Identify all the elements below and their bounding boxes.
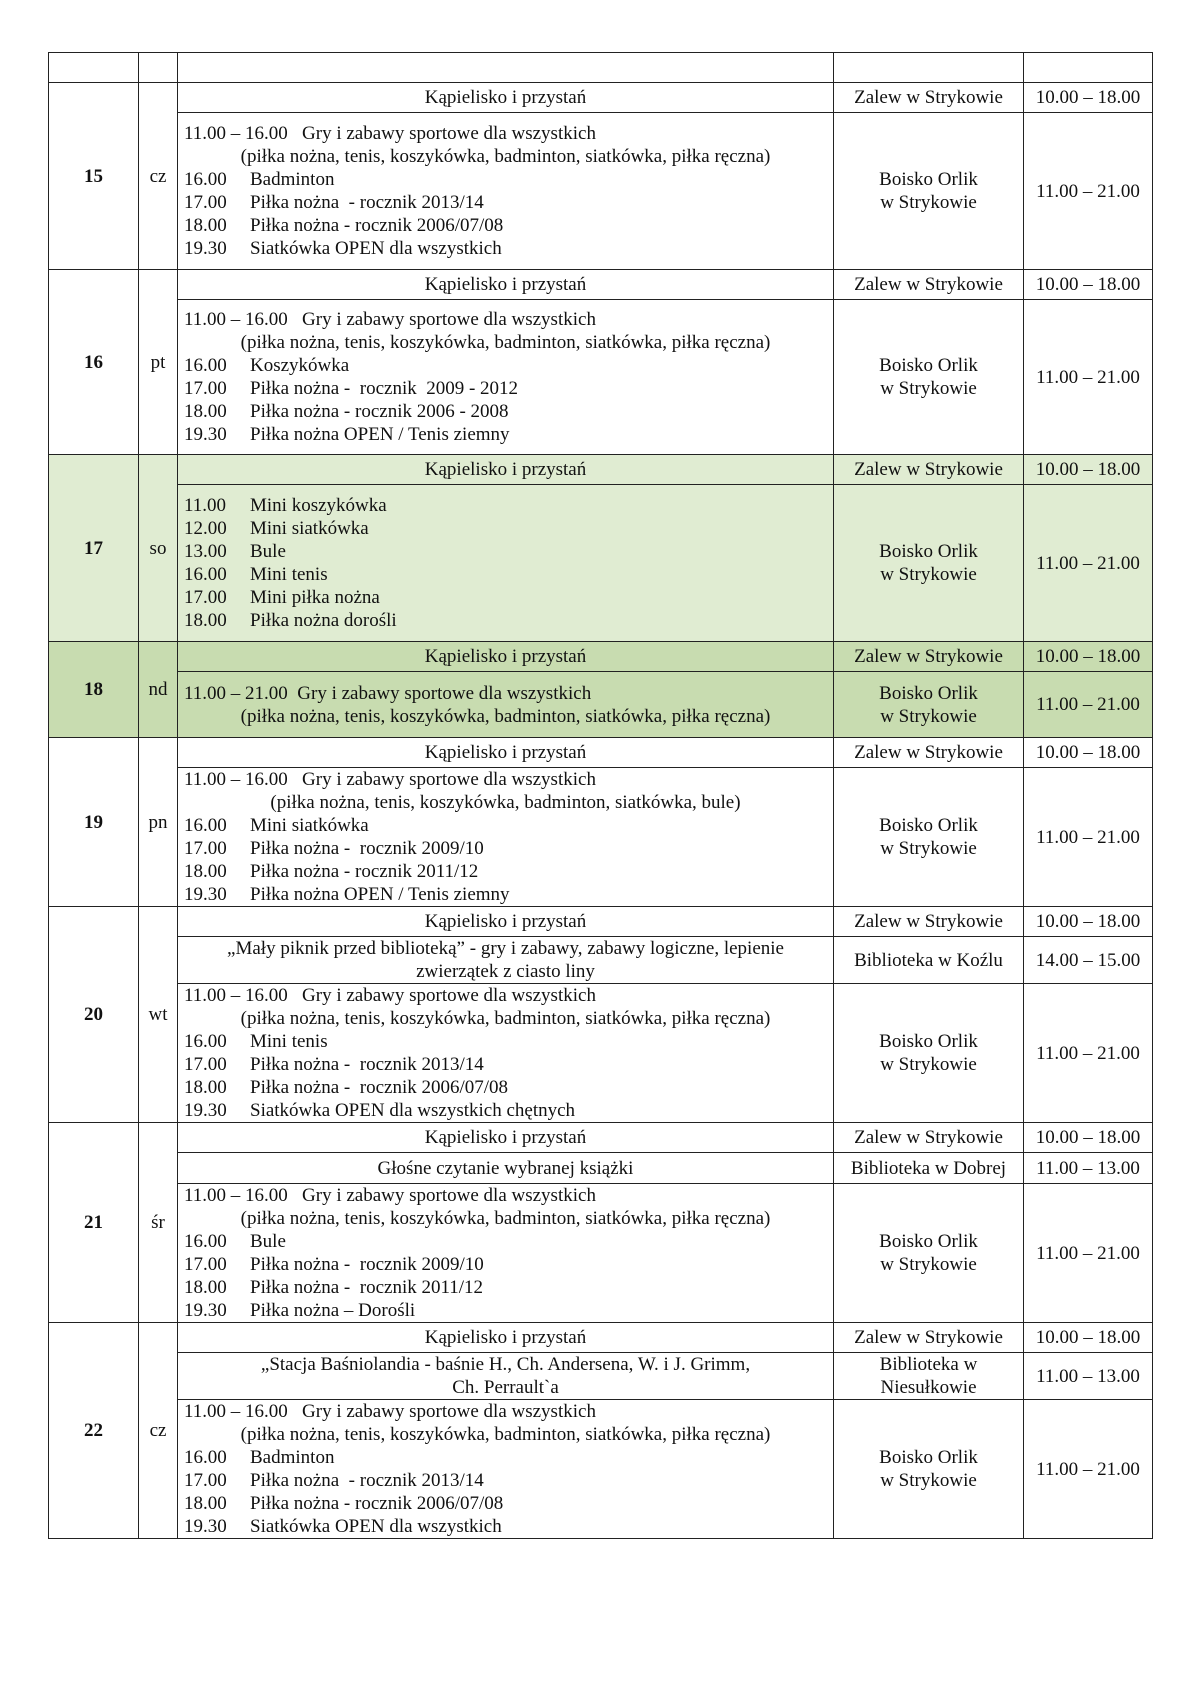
- weekday: wt: [139, 907, 178, 1123]
- schedule-row: [49, 270, 1153, 300]
- weekday: cz: [139, 1323, 178, 1539]
- schedule-row: [49, 768, 1153, 907]
- activity-description: Piłka nożna - rocznik 2006/07/08: [250, 1493, 504, 1514]
- schedule-row: [49, 937, 1153, 984]
- activity-time: 16.00: [184, 1231, 227, 1252]
- activity-heading: 11.00 – 16.00 Gry i zabawy sportowe dla wszystkich: [184, 123, 596, 144]
- activity-item: [184, 354, 827, 377]
- activity-description: Piłka nożna - rocznik 2009 - 2012: [250, 378, 519, 399]
- activity-time: 17.00: [184, 192, 227, 213]
- activity-time: 12.00: [184, 518, 227, 539]
- place-cell: [834, 53, 1024, 83]
- activity-item: [184, 400, 827, 423]
- activity-item: [184, 860, 827, 883]
- activity-time: 18.00: [184, 861, 227, 882]
- activity-item: [184, 814, 827, 837]
- activity-subheading: (piłka nożna, tenis, koszykówka, badminton, siatkówka, piłka ręczna): [240, 146, 771, 167]
- schedule-row: [49, 1184, 1153, 1323]
- activity-description: Piłka nożna - rocznik 2013/14: [250, 192, 484, 213]
- day-number: 16: [49, 270, 139, 455]
- place-line: Zalew w Strykowie: [854, 1127, 1003, 1148]
- activity-time: 19.30: [184, 1300, 227, 1321]
- activity-time: 18.00: [184, 215, 227, 236]
- activity-line: Kąpielisko i przystań: [424, 646, 587, 667]
- activity-item: [184, 494, 827, 517]
- activity-description: Mini siatkówka: [250, 815, 369, 836]
- activity-item: [184, 377, 827, 400]
- activity-cell: [178, 984, 834, 1123]
- schedule-row: [49, 83, 1153, 113]
- place-line: Zalew w Strykowie: [854, 646, 1003, 667]
- time-cell: 11.00 – 21.00: [1024, 768, 1153, 907]
- activity-item: [184, 1230, 827, 1253]
- place-line: Boisko Orlik: [879, 682, 978, 704]
- place-line: Boisko Orlik: [879, 815, 978, 836]
- activity-cell: [178, 1323, 834, 1353]
- place-line: Boisko Orlik: [879, 1447, 978, 1468]
- place-cell: [834, 937, 1024, 984]
- activity-item: [184, 1253, 827, 1276]
- activity-description: Piłka nożna dorośli: [250, 610, 397, 631]
- activity-description: Siatkówka OPEN dla wszystkich chętnych: [250, 1100, 576, 1121]
- activity-cell: [178, 83, 834, 113]
- activity-cell: [178, 672, 834, 738]
- activity-heading: 11.00 – 16.00 Gry i zabawy sportowe dla wszystkich: [184, 769, 596, 790]
- activity-description: Piłka nożna - rocznik 2011/12: [250, 1277, 484, 1298]
- place-cell: [834, 1323, 1024, 1353]
- place-line: Boisko Orlik: [879, 355, 978, 376]
- activity-description: Badminton: [250, 169, 335, 190]
- activity-cell: [178, 1153, 834, 1184]
- activity-description: Piłka nożna OPEN / Tenis ziemny: [250, 884, 510, 905]
- activity-heading: 11.00 – 16.00 Gry i zabawy sportowe dla wszystkich: [184, 309, 596, 330]
- time-cell: 10.00 – 18.00: [1024, 642, 1153, 672]
- activity-item: [184, 1299, 827, 1322]
- time-cell: 10.00 – 18.00: [1024, 83, 1153, 113]
- time-cell: 14.00 – 15.00: [1024, 937, 1153, 984]
- schedule-row: [49, 1153, 1153, 1184]
- time-cell: 10.00 – 18.00: [1024, 270, 1153, 300]
- place-cell: [834, 1400, 1024, 1539]
- activity-description: Mini koszykówka: [250, 495, 387, 516]
- activity-cell: [178, 485, 834, 642]
- place-line: Biblioteka w: [879, 1354, 978, 1375]
- day-number: [49, 53, 139, 83]
- activity-description: Piłka nożna OPEN / Tenis ziemny: [250, 424, 510, 445]
- weekday: so: [139, 455, 178, 642]
- day-number: 15: [49, 83, 139, 270]
- place-line: Zalew w Strykowie: [854, 911, 1003, 932]
- schedule-row: [49, 984, 1153, 1123]
- place-line: Boisko Orlik: [879, 541, 978, 562]
- place-cell: [834, 768, 1024, 907]
- activity-time: 16.00: [184, 1031, 227, 1052]
- activity-time: 16.00: [184, 169, 227, 190]
- activity-line: „Stacja Baśniolandia - baśnie H., Ch. Andersena, W. i J. Grimm,: [260, 1354, 751, 1375]
- place-cell: [834, 907, 1024, 937]
- schedule-row: [49, 907, 1153, 937]
- schedule-row: [49, 1323, 1153, 1353]
- activity-time: 19.30: [184, 424, 227, 445]
- place-line: Boisko Orlik: [879, 169, 978, 190]
- weekday: pt: [139, 270, 178, 455]
- activity-time: 16.00: [184, 1447, 227, 1468]
- activity-subheading: (piłka nożna, tenis, koszykówka, badminton, siatkówka, bule): [270, 792, 741, 813]
- time-cell: 11.00 – 21.00: [1024, 984, 1153, 1123]
- place-cell: [834, 485, 1024, 642]
- activity-item: [184, 168, 827, 191]
- time-cell: 11.00 – 21.00: [1024, 485, 1153, 642]
- activity-description: Mini piłka nożna: [250, 587, 380, 608]
- time-cell: 10.00 – 18.00: [1024, 1123, 1153, 1153]
- activity-cell: [178, 768, 834, 907]
- place-cell: [834, 1153, 1024, 1184]
- place-line: Zalew w Strykowie: [854, 459, 1003, 480]
- place-cell: [834, 300, 1024, 455]
- weekday: śr: [139, 1123, 178, 1323]
- activity-subheading: (piłka nożna, tenis, koszykówka, badminton, siatkówka, piłka ręczna): [240, 1008, 771, 1029]
- place-cell: [834, 1184, 1024, 1323]
- activity-time: 11.00: [184, 495, 227, 516]
- time-cell: 11.00 – 21.00: [1024, 300, 1153, 455]
- schedule-row: [49, 485, 1153, 642]
- schedule-row: [49, 113, 1153, 270]
- activity-time: 17.00: [184, 1254, 227, 1275]
- activity-item: [184, 563, 827, 586]
- activity-time: 18.00: [184, 610, 227, 631]
- activity-description: Piłka nożna - rocznik 2013/14: [250, 1470, 484, 1491]
- activity-time: 19.30: [184, 1100, 227, 1121]
- activity-cell: [178, 937, 834, 984]
- activity-description: Siatkówka OPEN dla wszystkich: [250, 1516, 502, 1537]
- activity-time: 18.00: [184, 401, 227, 422]
- time-cell: 11.00 – 21.00: [1024, 1184, 1153, 1323]
- schedule-table: [48, 52, 1153, 1539]
- time-cell: [1024, 53, 1153, 83]
- place-line: w Strykowie: [880, 1254, 977, 1275]
- place-cell: [834, 672, 1024, 738]
- place-line: Niesułkowie: [880, 1377, 977, 1398]
- day-number: 20: [49, 907, 139, 1123]
- activity-heading: 11.00 – 16.00 Gry i zabawy sportowe dla wszystkich: [184, 1185, 596, 1206]
- schedule-body: [49, 53, 1153, 1539]
- place-cell: [834, 642, 1024, 672]
- place-line: Boisko Orlik: [879, 1231, 978, 1252]
- activity-time: 17.00: [184, 838, 227, 859]
- activity-item: [184, 1515, 827, 1538]
- activity-time: 16.00: [184, 815, 227, 836]
- place-cell: [834, 83, 1024, 113]
- activity-description: Siatkówka OPEN dla wszystkich: [250, 238, 502, 259]
- activity-line: „Mały piknik przed biblioteką” - gry i zabawy, zabawy logiczne, lepienie: [227, 938, 784, 959]
- day-number: 19: [49, 738, 139, 907]
- place-line: Boisko Orlik: [879, 1031, 978, 1052]
- activity-description: Piłka nożna - rocznik 2006 - 2008: [250, 401, 509, 422]
- activity-heading: 11.00 – 16.00 Gry i zabawy sportowe dla wszystkich: [184, 985, 596, 1006]
- activity-time: 19.30: [184, 884, 227, 905]
- activity-description: Piłka nożna – Dorośli: [250, 1300, 416, 1321]
- activity-item: [184, 1492, 827, 1515]
- schedule-row: [49, 53, 1153, 83]
- time-cell: 10.00 – 18.00: [1024, 1323, 1153, 1353]
- activity-time: 16.00: [184, 564, 227, 585]
- place-cell: [834, 113, 1024, 270]
- activity-line: Kąpielisko i przystań: [424, 1327, 587, 1348]
- activity-description: Piłka nożna - rocznik 2009/10: [250, 838, 484, 859]
- activity-line: zwierzątek z ciasto liny: [416, 961, 595, 982]
- activity-line: Głośne czytanie wybranej książki: [377, 1157, 634, 1179]
- activity-cell: [178, 642, 834, 672]
- activity-time: 17.00: [184, 378, 227, 399]
- activity-cell: [178, 1123, 834, 1153]
- place-line: Biblioteka w Koźlu: [854, 949, 1003, 971]
- activity-description: Mini siatkówka: [250, 518, 369, 539]
- time-cell: 11.00 – 21.00: [1024, 1400, 1153, 1539]
- activity-description: Badminton: [250, 1447, 335, 1468]
- time-cell: 10.00 – 18.00: [1024, 907, 1153, 937]
- activity-time: 13.00: [184, 541, 227, 562]
- activity-description: Piłka nożna - rocznik 2009/10: [250, 1254, 484, 1275]
- day-number: 21: [49, 1123, 139, 1323]
- activity-line: Kąpielisko i przystań: [424, 87, 587, 108]
- place-line: Zalew w Strykowie: [854, 87, 1003, 108]
- activity-description: Piłka nożna - rocznik 2011/12: [250, 861, 479, 882]
- place-cell: [834, 455, 1024, 485]
- activity-line: Kąpielisko i przystań: [424, 459, 587, 480]
- schedule-row: [49, 1353, 1153, 1400]
- place-cell: [834, 1123, 1024, 1153]
- place-line: Biblioteka w Dobrej: [850, 1157, 1007, 1179]
- activity-item: [184, 883, 827, 906]
- place-line: Zalew w Strykowie: [854, 1327, 1003, 1348]
- activity-item: [184, 1053, 827, 1076]
- activity-description: Bule: [250, 1231, 286, 1252]
- activity-description: Koszykówka: [250, 355, 350, 376]
- activity-subheading: (piłka nożna, tenis, koszykówka, badminton, siatkówka, piłka ręczna): [240, 1424, 771, 1445]
- activity-item: [184, 586, 827, 609]
- activity-heading: 11.00 – 21.00 Gry i zabawy sportowe dla wszystkich: [184, 682, 592, 704]
- activity-description: Piłka nożna - rocznik 2006/07/08: [250, 1077, 509, 1098]
- place-cell: [834, 984, 1024, 1123]
- weekday: cz: [139, 83, 178, 270]
- activity-item: [184, 1446, 827, 1469]
- activity-item: [184, 423, 827, 446]
- activity-item: [184, 1276, 827, 1299]
- activity-description: Piłka nożna - rocznik 2013/14: [250, 1054, 484, 1075]
- activity-time: 19.30: [184, 238, 227, 259]
- place-cell: [834, 1353, 1024, 1400]
- day-number: 22: [49, 1323, 139, 1539]
- place-line: w Strykowie: [880, 192, 977, 213]
- weekday: nd: [139, 642, 178, 738]
- activity-cell: [178, 300, 834, 455]
- activity-description: Piłka nożna - rocznik 2006/07/08: [250, 215, 504, 236]
- schedule-row: [49, 1123, 1153, 1153]
- activity-cell: [178, 113, 834, 270]
- place-line: Zalew w Strykowie: [854, 742, 1003, 763]
- weekday: [139, 53, 178, 83]
- time-cell: 10.00 – 18.00: [1024, 455, 1153, 485]
- activity-item: [184, 191, 827, 214]
- activity-line: Kąpielisko i przystań: [424, 1127, 587, 1148]
- activity-item: [184, 1469, 827, 1492]
- activity-subheading: (piłka nożna, tenis, koszykówka, badminton, siatkówka, piłka ręczna): [240, 1208, 771, 1229]
- time-cell: 11.00 – 13.00: [1024, 1153, 1153, 1184]
- activity-item: [184, 837, 827, 860]
- activity-item: [184, 609, 827, 632]
- activity-time: 18.00: [184, 1493, 227, 1514]
- activity-time: 19.30: [184, 1516, 227, 1537]
- place-cell: [834, 738, 1024, 768]
- activity-item: [184, 214, 827, 237]
- place-line: w Strykowie: [880, 705, 977, 727]
- activity-item: [184, 1099, 827, 1122]
- place-cell: [834, 270, 1024, 300]
- activity-line: Kąpielisko i przystań: [424, 742, 587, 763]
- activity-cell: [178, 270, 834, 300]
- time-cell: 10.00 – 18.00: [1024, 738, 1153, 768]
- time-cell: 11.00 – 21.00: [1024, 672, 1153, 738]
- activity-subheading: (piłka nożna, tenis, koszykówka, badminton, siatkówka, piłka ręczna): [240, 332, 771, 353]
- place-line: w Strykowie: [880, 1054, 977, 1075]
- schedule-row: [49, 738, 1153, 768]
- activity-time: 17.00: [184, 587, 227, 608]
- activity-time: 17.00: [184, 1470, 227, 1491]
- activity-cell: [178, 1400, 834, 1539]
- activity-item: [184, 517, 827, 540]
- schedule-row: [49, 300, 1153, 455]
- day-number: 18: [49, 642, 139, 738]
- activity-description: Bule: [250, 541, 286, 562]
- activity-cell: [178, 455, 834, 485]
- place-line: Zalew w Strykowie: [854, 274, 1003, 295]
- day-number: 17: [49, 455, 139, 642]
- schedule-row: [49, 672, 1153, 738]
- activity-cell: [178, 1353, 834, 1400]
- activity-item: [184, 1076, 827, 1099]
- activity-time: 18.00: [184, 1277, 227, 1298]
- activity-subheading: (piłka nożna, tenis, koszykówka, badminton, siatkówka, piłka ręczna): [240, 705, 771, 727]
- place-line: w Strykowie: [880, 1470, 977, 1491]
- schedule-row: [49, 455, 1153, 485]
- activity-item: [184, 237, 827, 260]
- activity-cell: [178, 53, 834, 83]
- activity-cell: [178, 1184, 834, 1323]
- activity-heading: 11.00 – 16.00 Gry i zabawy sportowe dla wszystkich: [184, 1401, 596, 1422]
- activity-time: 16.00: [184, 355, 227, 376]
- activity-cell: [178, 738, 834, 768]
- activity-item: [184, 540, 827, 563]
- place-line: w Strykowie: [880, 564, 977, 585]
- place-line: w Strykowie: [880, 838, 977, 859]
- schedule-row: [49, 1400, 1153, 1539]
- weekday: pn: [139, 738, 178, 907]
- activity-description: Mini tenis: [250, 564, 328, 585]
- activity-line: Kąpielisko i przystań: [424, 911, 587, 932]
- activity-time: 18.00: [184, 1077, 227, 1098]
- activity-time: 17.00: [184, 1054, 227, 1075]
- activity-line: Ch. Perrault`a: [452, 1377, 559, 1398]
- time-cell: 11.00 – 21.00: [1024, 113, 1153, 270]
- activity-description: Mini tenis: [250, 1031, 328, 1052]
- activity-item: [184, 1030, 827, 1053]
- activity-line: Kąpielisko i przystań: [424, 274, 587, 295]
- place-line: w Strykowie: [880, 378, 977, 399]
- time-cell: 11.00 – 13.00: [1024, 1353, 1153, 1400]
- schedule-row: [49, 642, 1153, 672]
- activity-cell: [178, 907, 834, 937]
